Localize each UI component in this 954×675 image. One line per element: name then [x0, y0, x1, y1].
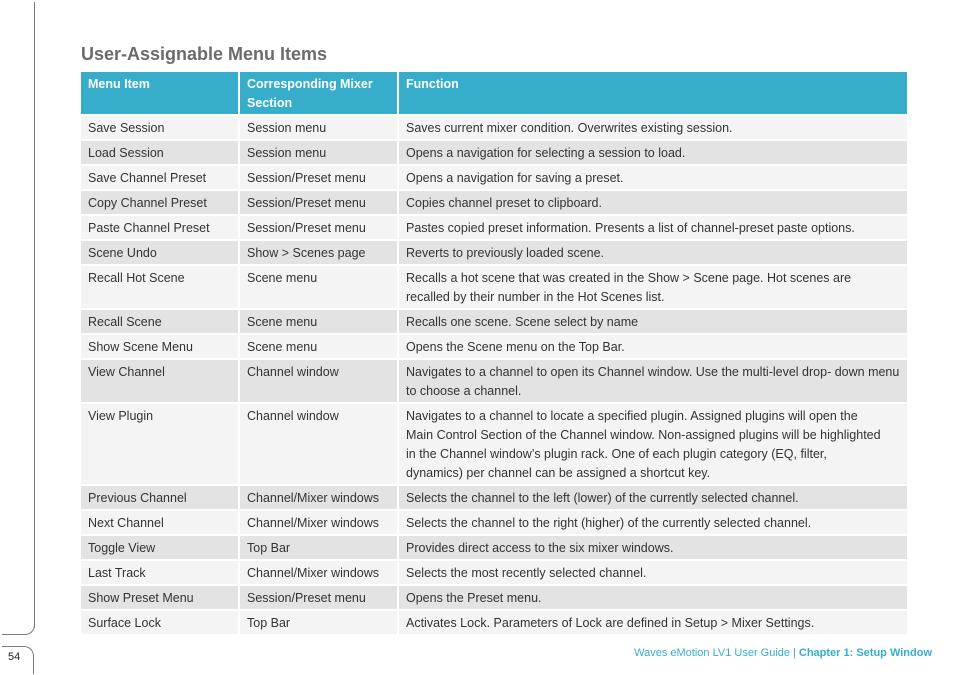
cell-mixer-section: Scene menu: [240, 310, 399, 335]
table-row: [81, 141, 907, 166]
cell-function: Opens a navigation for selecting a session to load.: [399, 141, 907, 166]
page-margin-curve: [2, 612, 35, 635]
table-row: [81, 486, 907, 511]
cell-mixer-section: Scene menu: [240, 335, 399, 360]
cell-function: Activates Lock. Parameters of Lock are defined in Setup > Mixer Settings.: [399, 611, 907, 636]
cell-menu-item: Paste Channel Preset: [81, 216, 240, 241]
header-function: Function: [399, 72, 907, 116]
cell-function: Navigates to a channel to open its Channel window. Use the multi-level drop- down menu to choose a channel.: [399, 360, 907, 404]
cell-menu-item: Recall Scene: [81, 310, 240, 335]
table-row: [81, 586, 907, 611]
cell-mixer-section: Session/Preset menu: [240, 191, 399, 216]
cell-menu-item: Previous Channel: [81, 486, 240, 511]
cell-mixer-section: Top Bar: [240, 611, 399, 636]
cell-function: Recalls one scene. Scene select by name: [399, 310, 907, 335]
cell-menu-item: Next Channel: [81, 511, 240, 536]
cell-function: Selects the channel to the left (lower) of the currently selected channel.: [399, 486, 907, 511]
cell-function: Pastes copied preset information. Presents a list of channel-preset paste options.: [399, 216, 907, 241]
cell-function: Reverts to previously loaded scene.: [399, 241, 907, 266]
table-row: [81, 241, 907, 266]
cell-mixer-section: Session/Preset menu: [240, 166, 399, 191]
table-row: [81, 536, 907, 561]
cell-menu-item: Recall Hot Scene: [81, 266, 240, 310]
cell-function: Provides direct access to the six mixer windows.: [399, 536, 907, 561]
table-row: [81, 166, 907, 191]
header-menu-item: Menu Item: [81, 72, 240, 116]
cell-menu-item: Show Preset Menu: [81, 586, 240, 611]
table-row: [81, 116, 907, 141]
cell-menu-item: Save Session: [81, 116, 240, 141]
page-number: 54: [8, 651, 21, 663]
cell-mixer-section: Channel/Mixer windows: [240, 511, 399, 536]
cell-mixer-section: Top Bar: [240, 536, 399, 561]
header-mixer-section: Corresponding Mixer Section: [240, 72, 399, 116]
cell-mixer-section: Show > Scenes page: [240, 241, 399, 266]
footer-separator: |: [793, 647, 796, 659]
cell-function: Opens the Preset menu.: [399, 586, 907, 611]
cell-menu-item: Last Track: [81, 561, 240, 586]
cell-menu-item: Copy Channel Preset: [81, 191, 240, 216]
cell-mixer-section: Session menu: [240, 116, 399, 141]
table-row: [81, 561, 907, 586]
cell-menu-item: Scene Undo: [81, 241, 240, 266]
cell-menu-item: Save Channel Preset: [81, 166, 240, 191]
page-margin-line: [34, 2, 35, 628]
cell-menu-item: Surface Lock: [81, 611, 240, 636]
menu-items-table: [81, 72, 907, 636]
footer-chapter: Chapter 1: Setup Window: [798, 647, 932, 659]
cell-function: Copies channel preset to clipboard.: [399, 191, 907, 216]
cell-function: Selects the most recently selected channel.: [399, 561, 907, 586]
cell-mixer-section: Session menu: [240, 141, 399, 166]
section-title: User-Assignable Menu Items: [81, 44, 328, 64]
cell-menu-item: View Channel: [81, 360, 240, 404]
table-row: [81, 266, 907, 310]
cell-menu-item: Toggle View: [81, 536, 240, 561]
table-row: [81, 191, 907, 216]
cell-function: Recalls a hot scene that was created in the Show > Scene page. Hot scenes are recalled by their number in the Hot Scenes list.: [399, 266, 907, 310]
cell-menu-item: View Plugin: [81, 404, 240, 486]
cell-function: Saves current mixer condition. Overwrites existing session.: [399, 116, 907, 141]
table-row: [81, 335, 907, 360]
page-footer: [634, 647, 932, 659]
table-header-row: [81, 72, 907, 116]
cell-menu-item: Load Session: [81, 141, 240, 166]
cell-mixer-section: Channel window: [240, 404, 399, 486]
table-row: [81, 404, 907, 486]
table-row: [81, 360, 907, 404]
cell-mixer-section: Session/Preset menu: [240, 586, 399, 611]
cell-menu-item: Show Scene Menu: [81, 335, 240, 360]
footer-guide-title: Waves eMotion LV1 User Guide: [634, 647, 791, 659]
cell-mixer-section: Scene menu: [240, 266, 399, 310]
cell-mixer-section: Session/Preset menu: [240, 216, 399, 241]
cell-function: Navigates to a channel to locate a specified plugin. Assigned plugins will open the Main Control Section of the Channel window. Non-assigned plugins will be highlighted in the Channel window’s plugin rack. One of each plugin category (EQ, filter, dynamics) per channel can be assigned a shortcut key.: [399, 404, 907, 486]
table-row: [81, 511, 907, 536]
cell-mixer-section: Channel window: [240, 360, 399, 404]
cell-function: Opens a navigation for saving a preset.: [399, 166, 907, 191]
cell-function: Selects the channel to the right (higher) of the currently selected channel.: [399, 511, 907, 536]
cell-function: Opens the Scene menu on the Top Bar.: [399, 335, 907, 360]
table-row: [81, 310, 907, 335]
table-row: [81, 611, 907, 636]
cell-mixer-section: Channel/Mixer windows: [240, 486, 399, 511]
table-row: [81, 216, 907, 241]
cell-mixer-section: Channel/Mixer windows: [240, 561, 399, 586]
